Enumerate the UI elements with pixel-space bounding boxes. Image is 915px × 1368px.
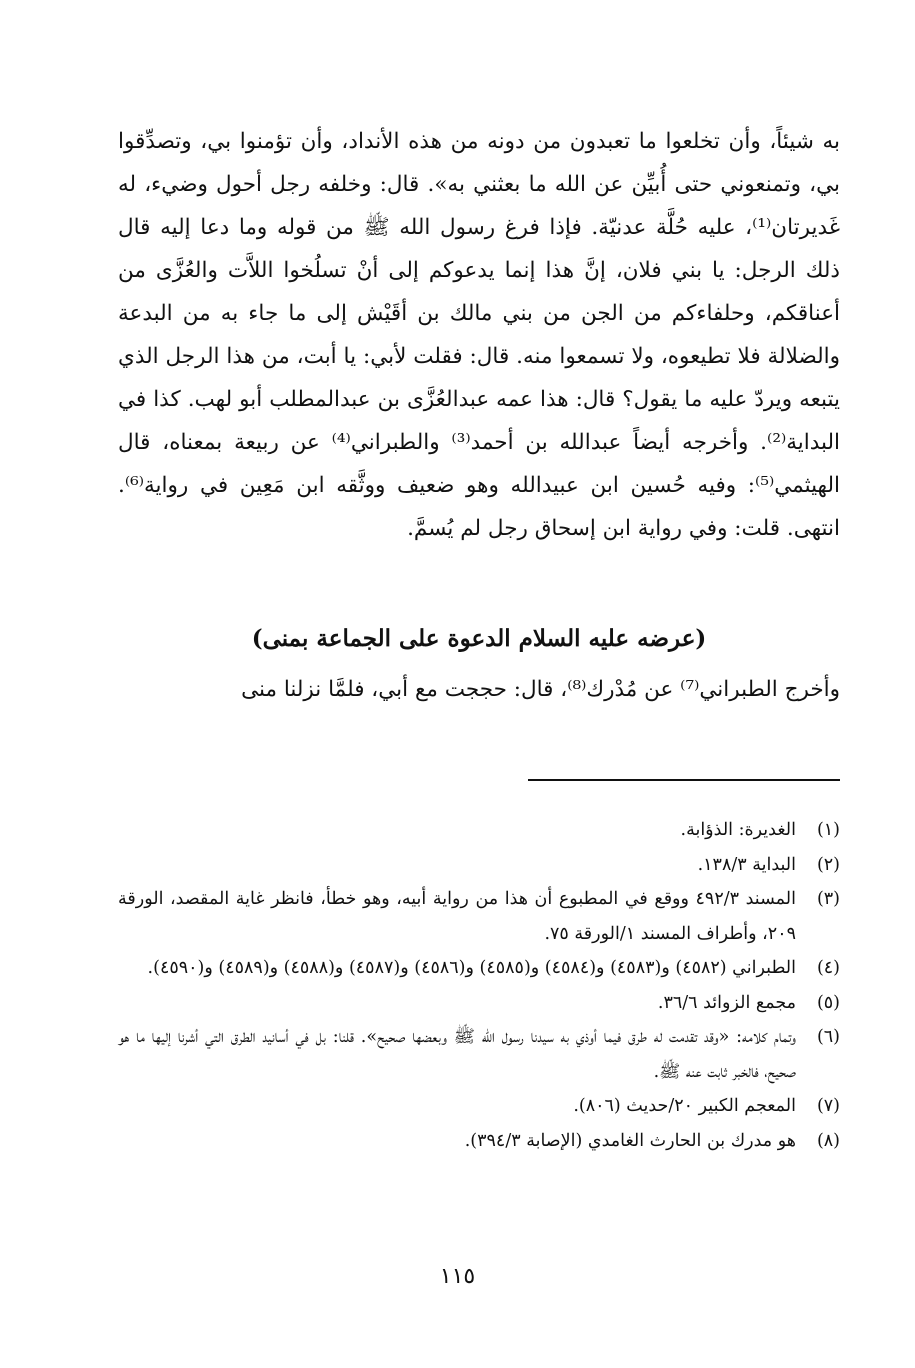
footnote-number: (٦) <box>816 1027 840 1047</box>
footnotes-list <box>118 813 840 1158</box>
footnote-number: (٤) <box>816 958 840 978</box>
footnote-item <box>118 813 840 848</box>
footnote-number: (٥) <box>816 992 840 1013</box>
footnote-text: الغديرة: الذؤابة. <box>680 820 796 840</box>
footnote-number: (٧) <box>816 1096 840 1116</box>
footnote-text: المعجم الكبير ٢٠/حديث (٨٠٦). <box>573 1096 796 1116</box>
footnote-item <box>118 1124 840 1159</box>
footnote-item <box>118 986 840 1021</box>
page-number: ١١٥ <box>439 1264 476 1289</box>
footnote-number: (٢) <box>816 854 840 875</box>
footnote-number: (٨) <box>816 1130 840 1151</box>
section-heading: (عرضه عليه السلام الدعوة على الجماعة بمنى) <box>251 625 707 652</box>
footnote-item <box>118 951 840 986</box>
continuation-line: وأخرج الطبراني⁽⁷⁾ عن مُدْرك⁽⁸⁾، قال: حججت مع أبي، فلمَّا نزلنا منى <box>241 677 840 702</box>
footnote-number: (٣) <box>816 889 840 909</box>
footnote-text: وتمام كلامه: «وقد تقدمت له طرق فيما أوذي به سيدنا رسول الله ﷺ وبعضها صحيح». قلنا: بل في أسانيد الطرق التي أشرنا إليها ما هو صحيح، فالخبر ثابت عنه ﷺ. <box>118 1027 796 1082</box>
footnote-text: البداية ١٣٨/٣. <box>697 854 796 875</box>
footnote-item <box>118 848 840 883</box>
footnote-text: المسند ٤٩٢/٣ ووقع في المطبوع أن هذا من رواية أبيه، وهو خطأ، فانظر غاية المقصد، الورقة ٢٠٩، وأطراف المسند ١/الورقة ٧٥. <box>118 889 796 944</box>
footnote-text: هو مدرك بن الحارث الغامدي (الإصابة ٣٩٤/٣). <box>464 1130 796 1151</box>
footnote-item <box>118 1020 840 1089</box>
footnote-text: الطبراني (٤٥٨٢) و(٤٥٨٣) و(٤٥٨٤) و(٤٥٨٥) و(٤٥٨٦) و(٤٥٨٧) و(٤٥٨٨) و(٤٥٨٩) و(٤٥٩٠). <box>147 958 796 978</box>
footnote-number: (١) <box>816 820 840 840</box>
footnote-item <box>118 882 840 951</box>
main-text-block <box>118 120 840 550</box>
footnote-item <box>118 1089 840 1124</box>
footnote-separator <box>528 779 840 781</box>
footnote-text: مجمع الزوائد ٣٦/٦. <box>657 992 796 1013</box>
body-paragraph: به شيئاً، وأن تخلعوا ما تعبدون من دونه من هذه الأنداد، وأن تؤمنوا بي، وتصدِّقوا بي، وتمنعوني حتى أُبيِّن عن الله ما بعثني به». قال: وخلفه رجل أحول وضيء، له غَديرتان⁽¹⁾، عليه حُلَّة عدنيّة. فإذا فرغ رسول الله ﷺ من قوله وما دعا إليه قال ذلك الرجل: يا بني فلان، إنَّ هذا إنما يدعوكم إلى أنْ تسلُخوا اللاَّت والعُزَّى من أعناقكم، وحلفاءكم من الجن من بني مالك بن أقَيْش إلى ما جاء به من البدعة والضلالة فلا تطيعوه، ولا تسمعوا منه. قال: فقلت لأبي: يا أبت، من هذا الرجل الذي يتبعه ويردّ عليه ما يقول؟ قال: هذا عمه عبدالعُزَّى بن عبدالمطلب أبو لهب. كذا في البداية⁽²⁾. وأخرجه أيضاً عبدالله بن أحمد⁽³⁾ والطبراني⁽⁴⁾ عن ربيعة بمعناه، قال الهيثمي⁽⁵⁾: وفيه حُسين ابن عبيدالله وهو ضعيف ووثَّقه ابن مَعِين في رواية⁽⁶⁾. انتهى. قلت: وفي رواية ابن إسحاق رجل لم يُسمَّ. <box>118 129 840 541</box>
